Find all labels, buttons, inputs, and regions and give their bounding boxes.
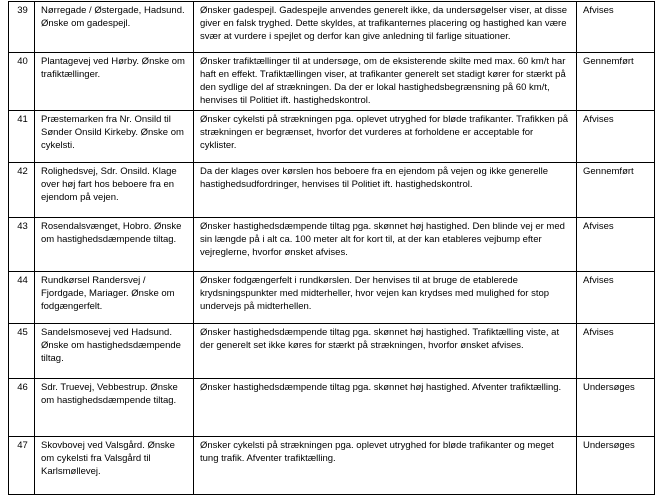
request-cell: Rundkørsel Randersvej / Fjordgade, Mariager. Ønske om fodgængerfelt. — [35, 272, 194, 324]
row-number-cell: 39 — [9, 2, 35, 53]
request-cell: Præstemarken fra Nr. Onsild til Sønder Onsild Kirkeby. Ønske om cykelsti. — [35, 111, 194, 163]
table-row — [9, 53, 655, 111]
status-cell: Undersøges — [577, 437, 655, 495]
table-row — [9, 163, 655, 218]
request-cell: Skovbovej ved Valsgård. Ønske om cykelsti fra Valsgård til Karlsmøllevej. — [35, 437, 194, 495]
status-cell: Gennemført — [577, 163, 655, 218]
table-row — [9, 272, 655, 324]
status-cell: Afvises — [577, 111, 655, 163]
row-number-cell: 42 — [9, 163, 35, 218]
request-cell: Sdr. Truevej, Vebbestrup. Ønske om hastighedsdæmpende tiltag. — [35, 379, 194, 437]
table-row — [9, 2, 655, 53]
row-number-cell: 40 — [9, 53, 35, 111]
status-cell: Undersøges — [577, 379, 655, 437]
request-cell: Plantagevej ved Hørby. Ønske om trafiktællinger. — [35, 53, 194, 111]
row-number-cell: 45 — [9, 324, 35, 379]
table-row — [9, 111, 655, 163]
request-cell: Nørregade / Østergade, Hadsund. Ønske om gadespejl. — [35, 2, 194, 53]
table-row — [9, 437, 655, 495]
request-cell: Rolighedsvej, Sdr. Onsild. Klage over høj fart hos beboere fra en ejendom på vejen. — [35, 163, 194, 218]
table-row — [9, 324, 655, 379]
row-number-cell: 43 — [9, 218, 35, 272]
row-number-cell: 46 — [9, 379, 35, 437]
status-cell: Afvises — [577, 218, 655, 272]
status-cell: Afvises — [577, 272, 655, 324]
table-row — [9, 218, 655, 272]
assessment-cell: Ønsker hastighedsdæmpende tiltag pga. skønnet høj hastighed. Afventer trafiktælling. — [194, 379, 577, 437]
assessment-cell: Ønsker trafiktællinger til at undersøge, om de eksisterende skilte med max. 60 km/t har haft en effekt. Trafiktællingen viser, at trafikanter generelt set stadigt kører for stærkt på den sydlige del af strækningen. Da der er lokal hastighedsbegrænsning på 60 km/t, henvises til Politiet ift. hastighedskontrol. — [194, 53, 577, 111]
requests-table-body — [9, 2, 655, 495]
status-cell: Afvises — [577, 324, 655, 379]
assessment-cell: Ønsker hastighedsdæmpende tiltag pga. skønnet høj hastighed. Trafiktælling viste, at der generelt set ikke køres for stærkt på strækningen, hvorfor ønsket afvises. — [194, 324, 577, 379]
request-cell: Sandelsmosevej ved Hadsund. Ønske om hastighedsdæmpende tiltag. — [35, 324, 194, 379]
row-number-cell: 44 — [9, 272, 35, 324]
row-number-cell: 41 — [9, 111, 35, 163]
assessment-cell: Ønsker gadespejl. Gadespejle anvendes generelt ikke, da undersøgelser viser, at disse giver en falsk tryghed. Dette skyldes, at trafikanternes placering og hastighed kan være svær at vurdere i spejlet og derfor kan give anledning til farlige situationer. — [194, 2, 577, 53]
status-cell: Afvises — [577, 2, 655, 53]
assessment-cell: Ønsker cykelsti på strækningen pga. oplevet utryghed for bløde trafikanter og meget tung trafik. Afventer trafiktælling. — [194, 437, 577, 495]
row-number-cell: 47 — [9, 437, 35, 495]
assessment-cell: Ønsker hastighedsdæmpende tiltag pga. skønnet høj hastighed. Den blinde vej er med sin længde på i alt ca. 100 meter alt for kort til, at der kan etableres vejbump efter vejreglerne, hvorfor ønsket afvises. — [194, 218, 577, 272]
status-cell: Gennemført — [577, 53, 655, 111]
table-row — [9, 379, 655, 437]
assessment-cell: Ønsker cykelsti på strækningen pga. oplevet utryghed for bløde trafikanter. Trafikken på strækningen er begrænset, hvorfor det vurderes at forholdene er acceptable for cyklister. — [194, 111, 577, 163]
assessment-cell: Da der klages over kørslen hos beboere fra en ejendom på vejen og ikke generelle hastighedsudfordringer, henvises til Politiet ift. hastighedskontrol. — [194, 163, 577, 218]
traffic-requests-table — [8, 1, 655, 495]
assessment-cell: Ønsker fodgængerfelt i rundkørslen. Der henvises til at bruge de etablerede krydsningspunkter med midterheller, hvor vejen kan krydses med mulighed for stop undervejs på midterhellen. — [194, 272, 577, 324]
request-cell: Rosendalsvænget, Hobro. Ønske om hastighedsdæmpende tiltag. — [35, 218, 194, 272]
